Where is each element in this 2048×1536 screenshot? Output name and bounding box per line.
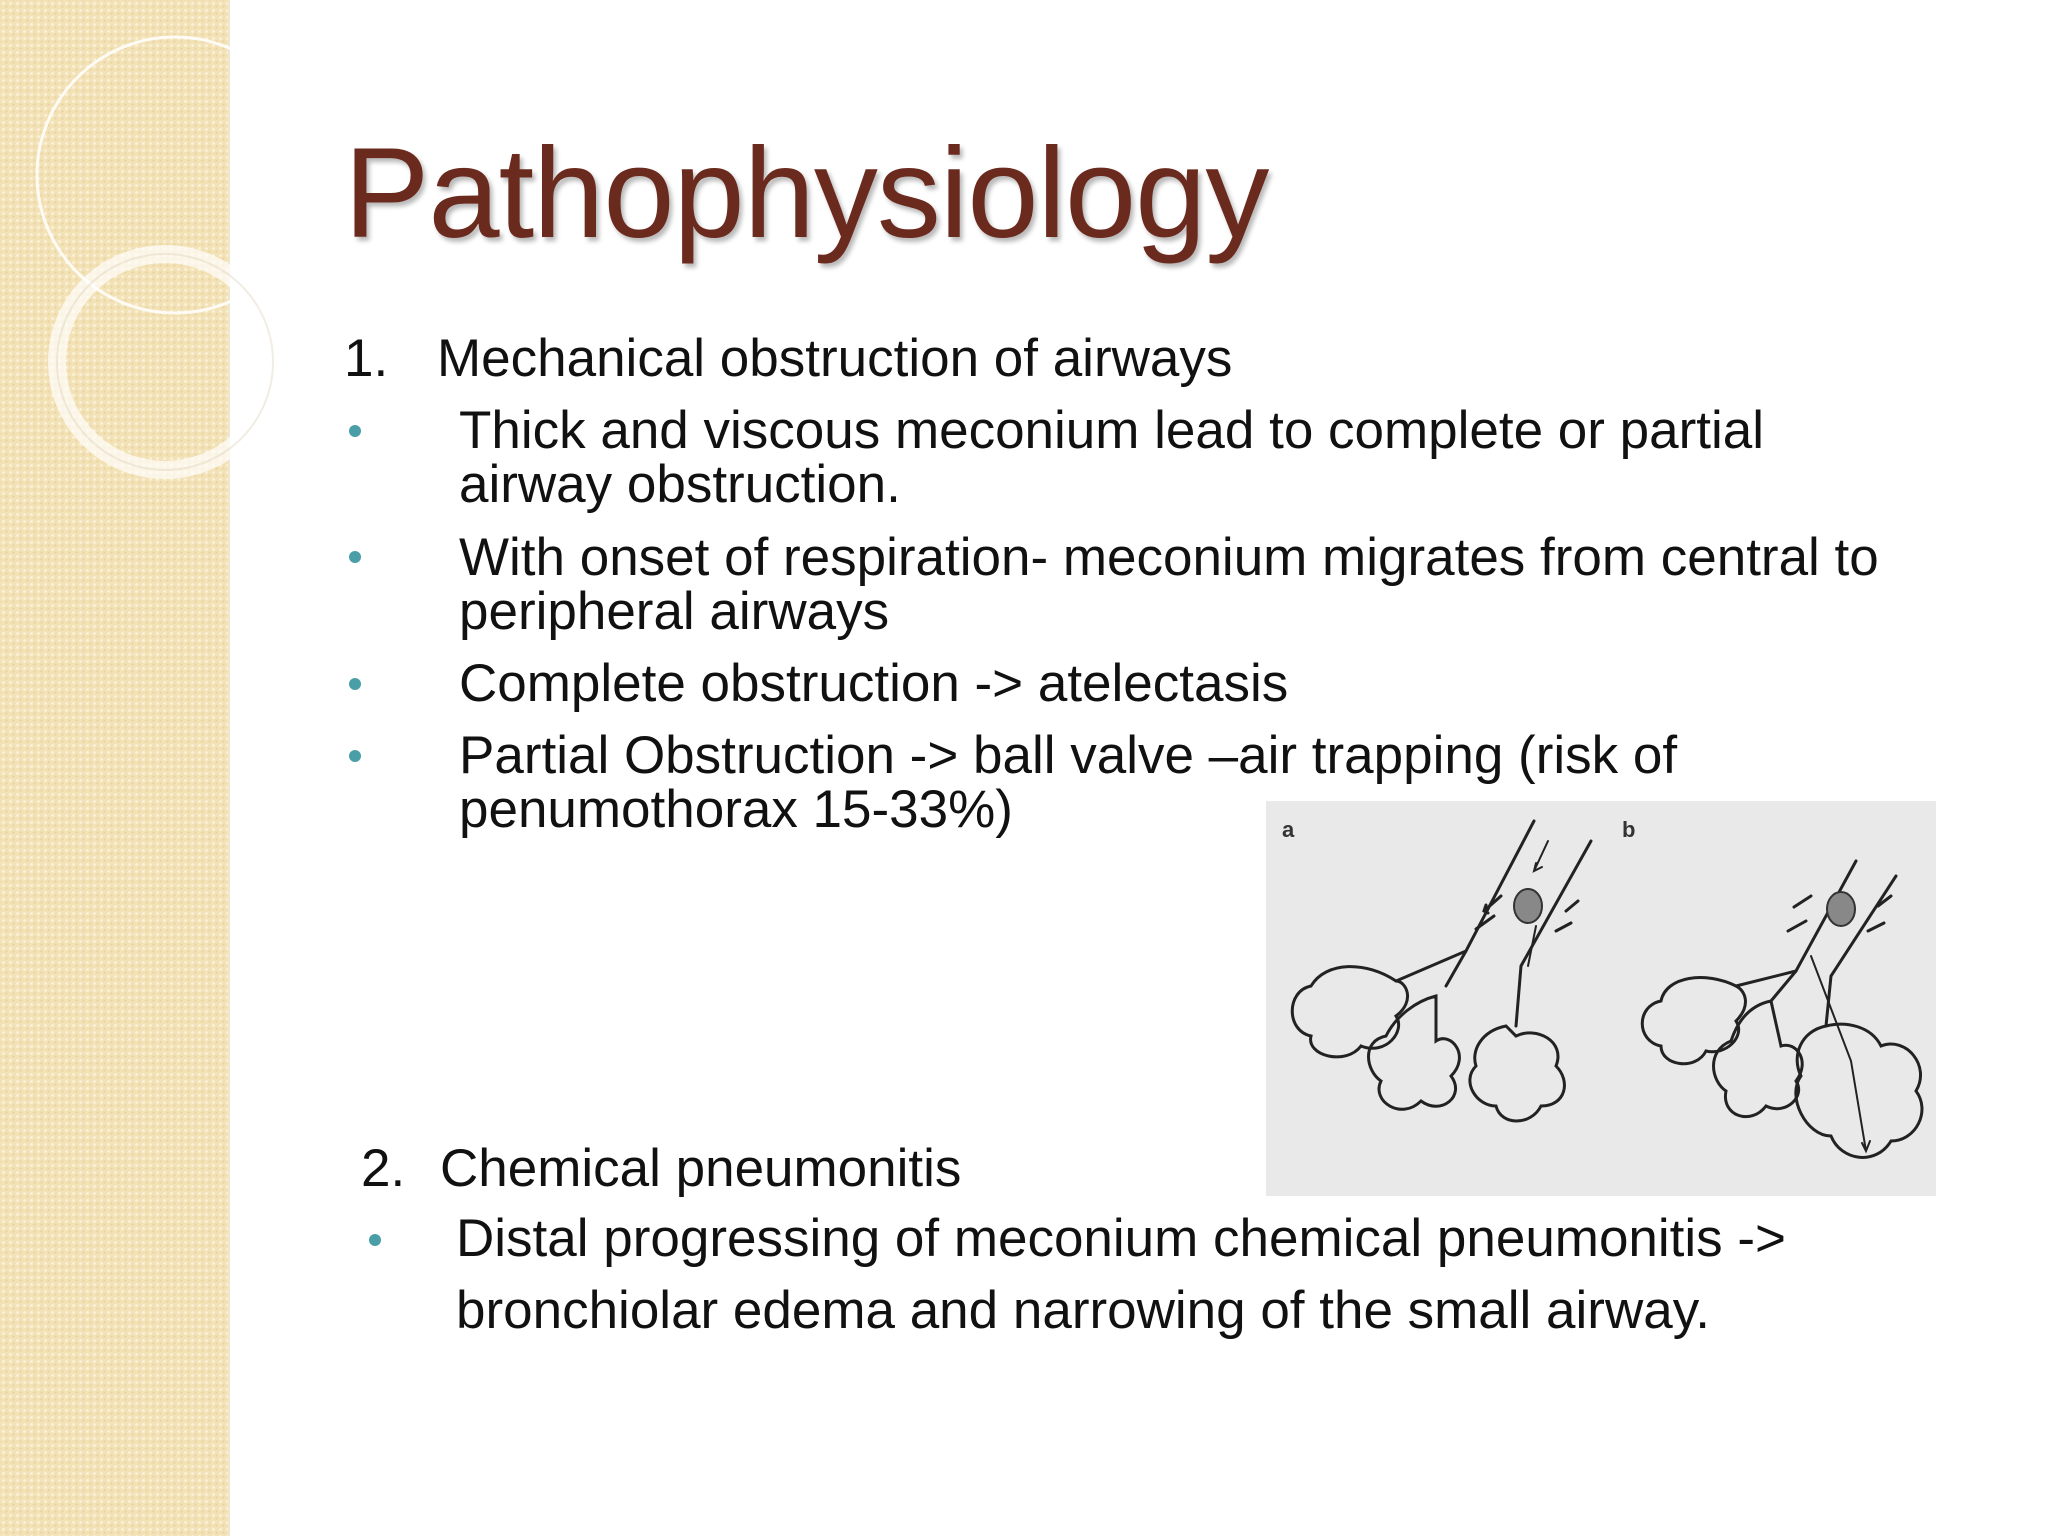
bullet-3-line-1: Complete obstruction -> atelectasis [459, 654, 1289, 713]
bullet-dot [349, 551, 361, 563]
bullet-dot [349, 425, 361, 437]
section2-bullet-line-2: bronchiolar edema and narrowing of the small airway. [456, 1281, 1710, 1340]
airway-illustration [1266, 801, 1936, 1196]
section2-heading: Chemical pneumonitis [440, 1139, 962, 1198]
airway-obstruction-figure [1266, 801, 1936, 1196]
ring-large [37, 37, 300, 313]
bullet-2-line-2: peripheral airways [459, 582, 890, 641]
bullet-4-line-1: Partial Obstruction -> ball valve –air trapping (risk of [459, 726, 1678, 785]
bullet-1-line-2: airway obstruction. [459, 455, 901, 514]
bullet-1-line-1: Thick and viscous meconium lead to complete or partial [459, 401, 1764, 460]
panel-a-drawing [1292, 821, 1591, 1121]
ring-small [57, 254, 273, 470]
bullet-dot [349, 678, 361, 690]
section2-bullet-line-1: Distal progressing of meconium chemical pneumonitis -> [456, 1209, 1786, 1268]
bullet-dot [369, 1234, 381, 1246]
section1-heading: Mechanical obstruction of airways [437, 329, 1233, 388]
panel-b-label: b [1622, 817, 1636, 842]
bullet-2-line-1: With onset of respiration- meconium migrates from central to [459, 528, 1879, 587]
panel-a-label: a [1282, 817, 1295, 842]
bullet-4-line-2: penumothorax 15-33%) [459, 780, 1013, 839]
section2-number: 2. [361, 1139, 406, 1198]
bullet-dot [349, 750, 361, 762]
panel-b-drawing [1642, 861, 1922, 1157]
section1-number: 1. [344, 329, 389, 388]
decorative-rings [0, 0, 300, 520]
slide-title: Pathophysiology [344, 122, 1269, 265]
